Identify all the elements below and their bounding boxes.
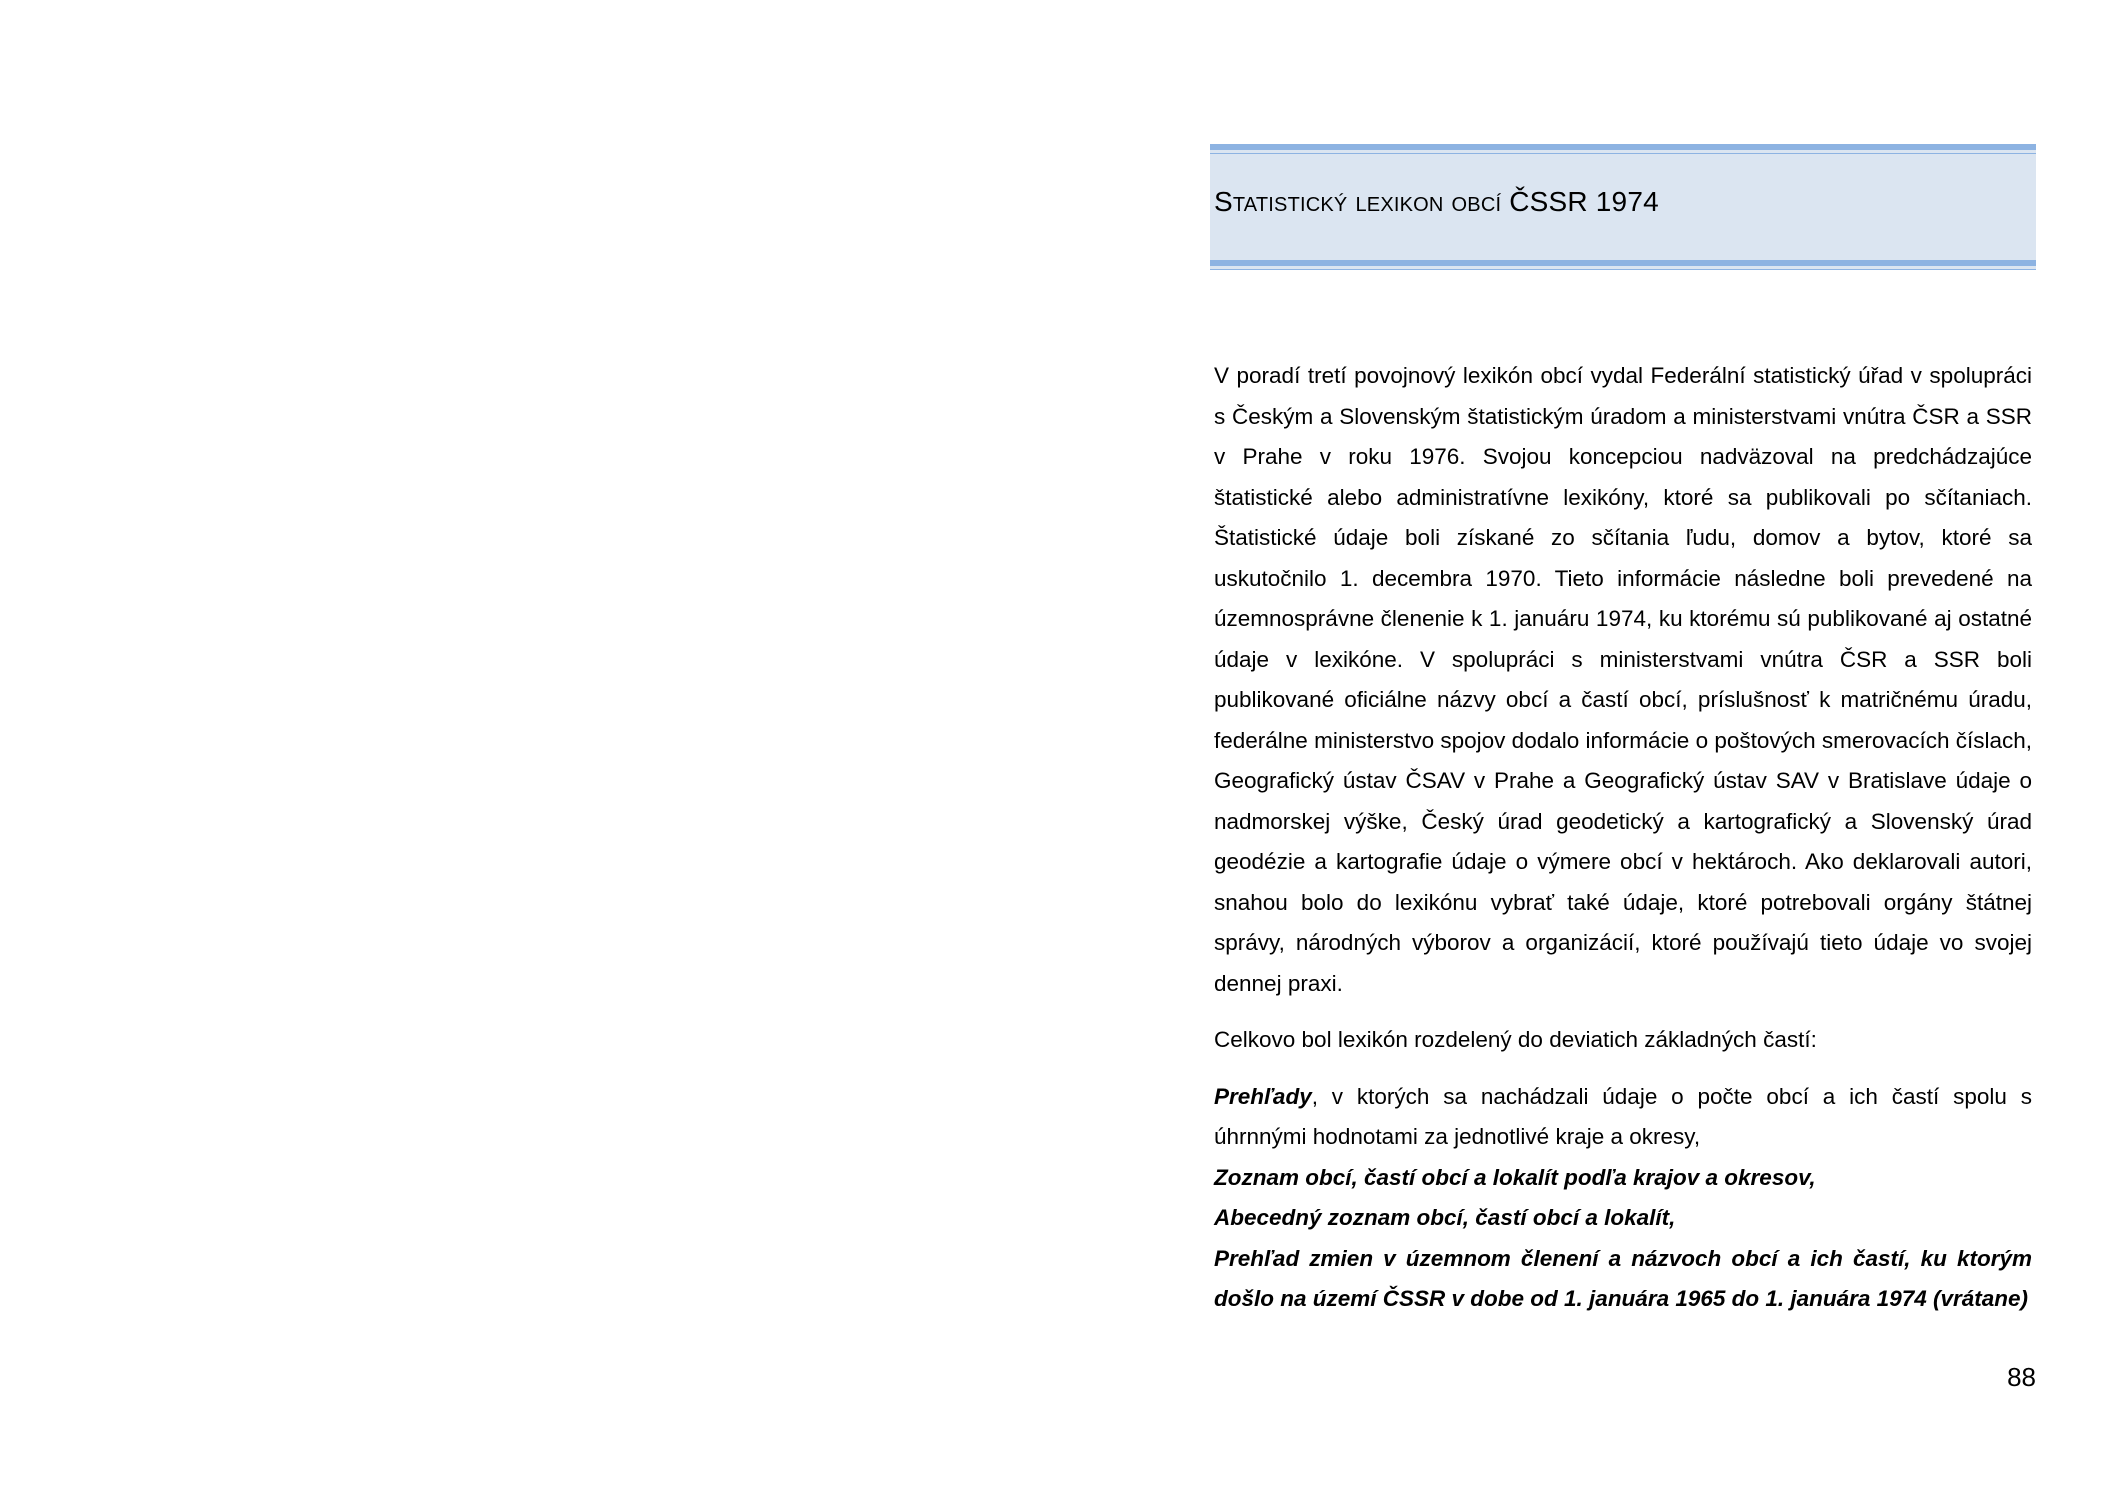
list-item-overviews-label: Prehľady — [1214, 1083, 1312, 1109]
chapter-title-box — [1210, 144, 2036, 270]
list-item-municipality-list: Zoznam obcí, častí obcí a lokalít podľa krajov a okresov, — [1214, 1164, 1816, 1190]
title-rule-top — [1210, 144, 2036, 150]
list-item-overviews-text: , v ktorých sa nachádzali údaje o počte obcí a ich častí spolu s úhrnnými hodnotami za jednotlivé kraje a okresy, — [1214, 1083, 2032, 1149]
right-page — [1210, 0, 2040, 1500]
parts-paragraph: Celkovo bol lexikón rozdelený do deviatich základných častí: — [1214, 1027, 1817, 1052]
list-item-changes-overview: Prehľad zmien v územnom členení a názvoch obcí a ich častí, ku ktorým došlo na území ČSSR v dobe od 1. januára 1965 do 1. januára 1974 (vrátane) — [1214, 1245, 2032, 1311]
title-rule-bottom — [1210, 260, 2036, 266]
page-number: 88 — [2007, 1362, 2036, 1392]
list-item-overviews — [1214, 1077, 2032, 1158]
intro-paragraph: V poradí tretí povojnový lexikón obcí vydal Federální statistický úřad v spolupráci s Českým a Slovenským štatistickým úradom a ministerstvami vnútra ČSR a SSR v Prahe v roku 1976. Svojou koncepciou nadväzoval na predchádzajúce štatistické alebo administratívne lexikóny, ktoré sa publikovali po sčítaniach. Štatistické údaje boli získané zo sčítania ľudu, domov a bytov, ktoré sa uskutočnilo 1. decembra 1970. Tieto informácie následne boli prevedené na územnosprávne členenie k 1. januáru 1974, ku ktorému sú publikované aj ostatné údaje v lexikóne. V spolupráci s ministerstvami vnútra ČSR a SSR boli publikované oficiálne názvy obcí a častí obcí, príslušnosť k matričnému úradu, federálne ministerstvo spojov dodalo informácie o poštových smerovacích číslach, Geografický ústav ČSAV v Prahe a Geografický ústav SAV v Bratislave údaje o nadmorskej výške, Český úrad geodetický a kartografický a Slovenský úrad geodézie a kartografie údaje o výmere obcí v hektároch. Ako deklarovali autori, snahou bolo do lexikónu vybrať také údaje, ktoré potrebovali orgány štátnej správy, národných výborov a organizácií, ktoré používajú tieto údaje vo svojej dennej praxi. — [1214, 363, 2032, 996]
title-rule-top-thin — [1210, 153, 2036, 154]
title-rule-bottom-thin — [1210, 269, 2036, 270]
chapter-title: Statistický lexikon obcí ČSSR 1974 — [1214, 186, 1659, 217]
list-item-alphabetical-list: Abecedný zoznam obcí, častí obcí a lokalít, — [1214, 1205, 1676, 1230]
body-text — [1214, 356, 2032, 1320]
